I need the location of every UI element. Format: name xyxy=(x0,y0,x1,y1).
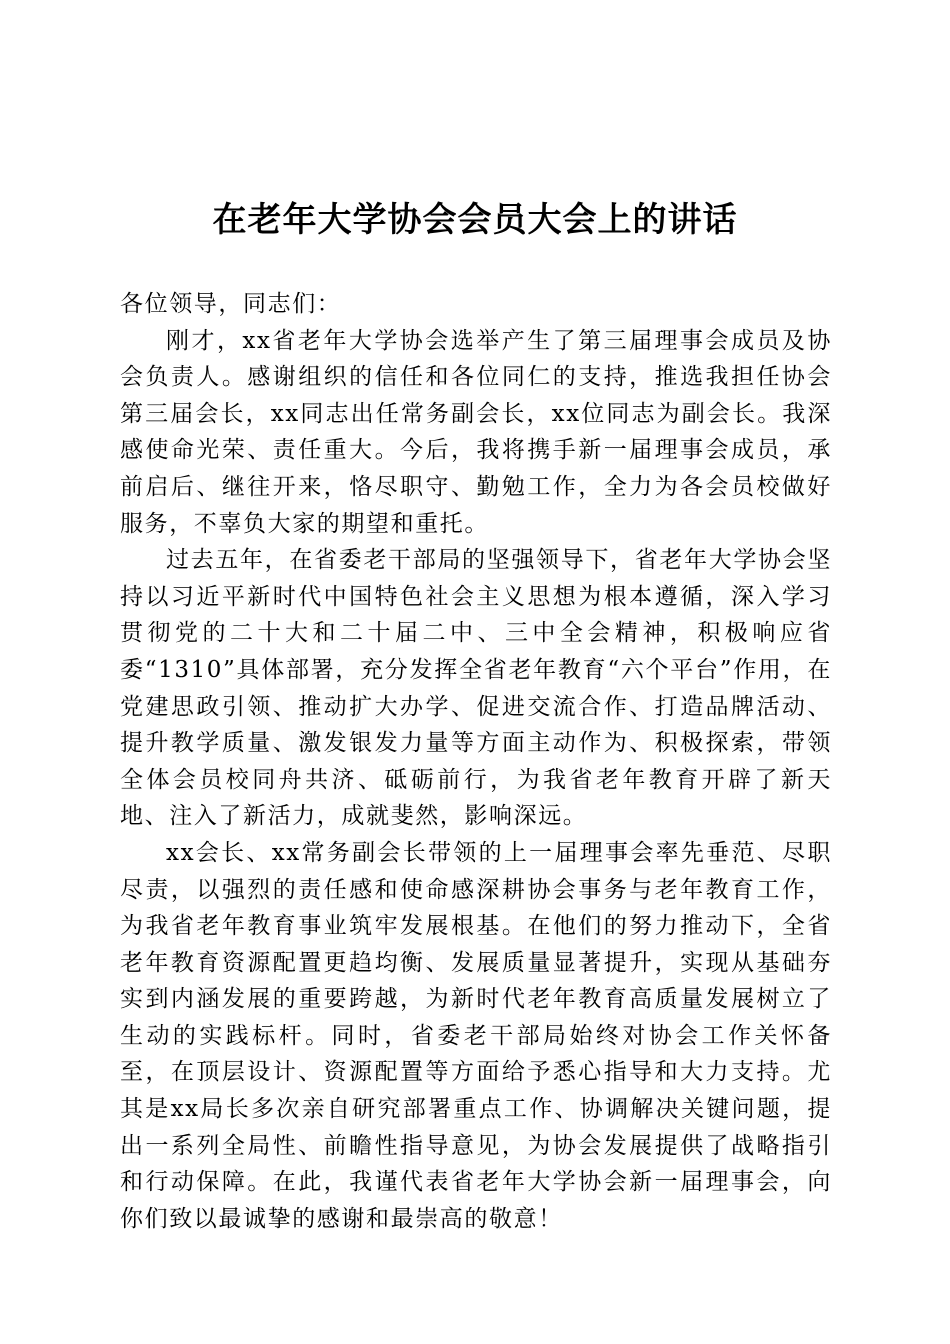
paragraph-1: 刚才，xx省老年大学协会选举产生了第三届理事会成员及协会负责人。感谢组织的信任和各位同仁的支持，推选我担任协会第三届会长，xx同志出任常务副会长，xx位同志为副会长。我深感使命光荣、责任重大。今后，我将携手新一届理事会成员，承前启后、继往开来，恪尽职守、勤勉工作，全力为各会员校做好服务，不辜负大家的期望和重托。 xyxy=(120,327,832,537)
document-title: 在老年大学协会会员大会上的讲话 xyxy=(212,200,738,240)
paragraph-2: 过去五年，在省委老干部局的坚强领导下，省老年大学协会坚持以习近平新时代中国特色社会主义思想为根本遵循，深入学习贯彻党的二十大和二十届二中、三中全会精神，积极响应省委“1310”具体部署，充分发挥全省老年教育“六个平台”作用，在党建思政引领、推动扩大办学、促进交流合作、打造品牌活动、提升教学质量、激发银发力量等方面主动作为、积极探索，带领全体会员校同舟共济、砥砺前行，为我省老年教育开辟了新天地、注入了新活力，成就斐然，影响深远。 xyxy=(120,547,832,830)
document-body xyxy=(120,286,832,1237)
greeting-line: 各位领导，同志们： xyxy=(120,291,342,317)
paragraph-3: xx会长、xx常务副会长带领的上一届理事会率先垂范、尽职尽责，以强烈的责任感和使命感深耕协会事务与老年教育工作，为我省老年教育事业筑牢发展根基。在他们的努力推动下，全省老年教育资源配置更趋均衡、发展质量显著提升，实现从基础夯实到内涵发展的重要跨越，为新时代老年教育高质量发展树立了生动的实践标杆。同时，省委老干部局始终对协会工作关怀备至，在顶层设计、资源配置等方面给予悉心指导和大力支持。尤其是xx局长多次亲自研究部署重点工作、协调解决关键问题，提出一系列全局性、前瞻性指导意见，为协会发展提供了战略指引和行动保障。在此，我谨代表省老年大学协会新一届理事会，向你们致以最诚挚的感谢和最崇高的敬意！ xyxy=(120,839,832,1232)
